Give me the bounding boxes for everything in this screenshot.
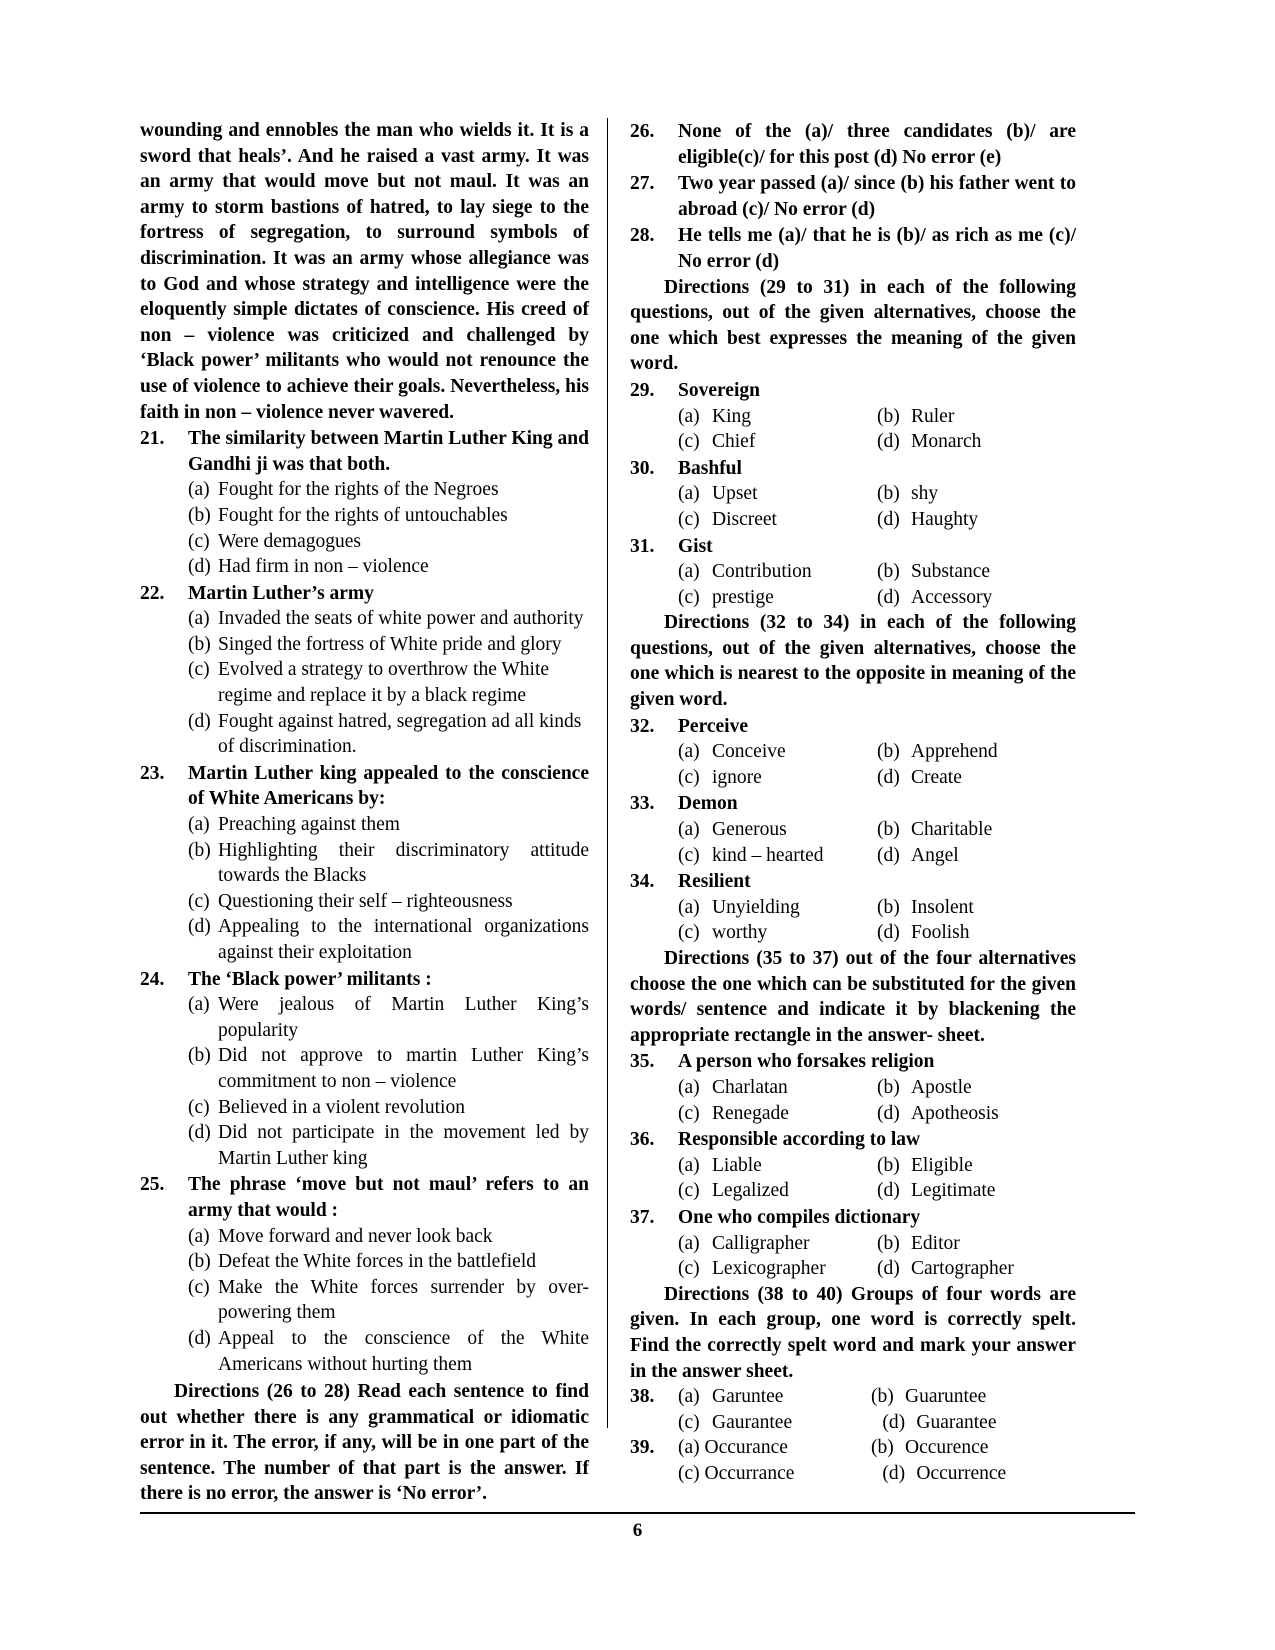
question-text: Sovereign	[678, 379, 760, 401]
option-text: Make the White forces surrender by over-powering them	[218, 1276, 589, 1324]
question-number: 33.	[630, 793, 655, 815]
option-text: Apotheosis	[911, 1102, 999, 1124]
option-c[interactable]	[678, 843, 877, 869]
option-b[interactable]	[877, 739, 1076, 765]
question-number: 28.	[630, 225, 655, 247]
option-text: Conceive	[712, 741, 786, 763]
question-23	[140, 761, 589, 812]
option-b[interactable]	[877, 817, 1076, 843]
option-label: (b)	[188, 1045, 211, 1067]
option-d[interactable]	[877, 585, 1076, 611]
question-number: 37.	[630, 1206, 655, 1228]
option-text: Guarantee	[916, 1411, 997, 1433]
option-c[interactable]	[678, 1178, 877, 1204]
option-d[interactable]	[877, 429, 1076, 455]
option-label: (d)	[877, 844, 900, 866]
option-d[interactable]	[877, 843, 1076, 869]
option-c[interactable]	[188, 1095, 589, 1121]
option-label: (c)	[678, 766, 700, 788]
option-text: Appealing to the international organizations against their exploitation	[218, 916, 589, 963]
option-text: Ruler	[911, 405, 955, 427]
option-a[interactable]	[678, 1435, 871, 1461]
option-d[interactable]	[188, 1120, 589, 1171]
question-text: Perceive	[678, 715, 749, 737]
option-label: (a)	[188, 608, 210, 630]
option-label: (b)	[188, 1251, 211, 1273]
option-label: (b)	[877, 1232, 900, 1254]
option-text: Appeal to the conscience of the White Americans without hurting them	[218, 1327, 589, 1375]
option-text: Contribution	[712, 561, 812, 583]
option-label: (d)	[877, 508, 900, 530]
option-text: Apprehend	[911, 741, 998, 763]
option-row	[678, 429, 1076, 455]
option-b[interactable]	[877, 481, 1076, 507]
option-text: Accessory	[911, 586, 993, 608]
option-text: kind – hearted	[712, 844, 824, 866]
option-c[interactable]	[678, 429, 877, 455]
option-text	[678, 1435, 871, 1461]
option-c[interactable]	[678, 765, 877, 791]
question-34	[630, 869, 1076, 895]
option-label: (d)	[877, 1180, 900, 1202]
option-label: (a)	[678, 405, 700, 427]
option-text: Haughty	[911, 508, 979, 530]
question-text: The ‘Black power’ militants :	[188, 968, 432, 990]
option-text: King	[712, 405, 751, 427]
option-text: worthy	[712, 922, 768, 944]
question-text: Martin Luther’s army	[188, 582, 374, 604]
question-number: 31.	[630, 535, 655, 557]
option-label: (b)	[871, 1437, 894, 1459]
directions-26-28: Directions (26 to 28) Read each sentence to find out whether there is any grammatical or idiomatic error in it. The error, if any, will be in one part of the sentence. The number of that part is the answer. If there is no error, the answer is ‘No error’.	[140, 1381, 589, 1505]
option-label: (d)	[188, 710, 211, 732]
option-row	[678, 1256, 1076, 1282]
question-text: Martin Luther king appealed to the conscience of White Americans by:	[188, 762, 589, 810]
option-text: Substance	[911, 561, 991, 583]
option-label: (b)	[188, 633, 211, 655]
option-d[interactable]	[188, 1326, 589, 1377]
question-number: 24.	[140, 968, 165, 990]
option-a[interactable]	[678, 1231, 877, 1257]
option-label: (a)	[678, 561, 700, 583]
directions-38-40: Directions (38 to 40) Groups of four words are given. In each group, one word is correctly spelt. Find the correctly spelt word and mark your answer in the answer sheet.	[630, 1283, 1076, 1382]
option-label: (d)	[188, 1122, 211, 1144]
option-d[interactable]	[877, 1101, 1076, 1127]
option-c[interactable]	[188, 1275, 589, 1326]
option-text: Create	[911, 766, 962, 788]
option-b[interactable]	[877, 404, 1076, 430]
option-c[interactable]	[188, 529, 589, 555]
option-a[interactable]	[188, 1224, 589, 1250]
option-text: Angel	[911, 844, 959, 866]
option-text: Renegade	[712, 1102, 789, 1124]
question-22	[140, 581, 589, 607]
option-text: Fought against hatred, segregation ad all kinds of discrimination.	[218, 710, 582, 758]
option-text: Garuntee	[712, 1386, 784, 1408]
option-a[interactable]	[188, 992, 589, 1043]
right-column	[608, 118, 1076, 1484]
option-text: Calligrapher	[712, 1232, 810, 1254]
option-text: Legitimate	[911, 1180, 996, 1202]
option-a[interactable]	[188, 477, 589, 503]
option-label: (b)	[871, 1386, 894, 1408]
option-text	[678, 1461, 882, 1487]
question-number: 22.	[140, 582, 165, 604]
question-30	[630, 456, 1076, 482]
option-row	[678, 1153, 1076, 1179]
option-text: Defeat the White forces in the battlefield	[218, 1251, 536, 1273]
question-text: Responsible according to law	[678, 1129, 921, 1151]
question-number: 39.	[630, 1437, 655, 1459]
option-text: Did not approve to martin Luther King’s commitment to non – violence	[218, 1045, 589, 1092]
question-text: None of the (a)/ three candidates (b)/ are eligible(c)/ for this post (d) No error (e)	[678, 121, 1076, 168]
option-a[interactable]	[678, 1384, 871, 1410]
option-label: (d)	[877, 1102, 900, 1124]
passage-text: wounding and ennobles the man who wields it. It is a sword that heals’. And he raised a vast army. It was an army that would move but not maul. It was an army to storm bastions of hatred, to lay siege to the fortress of segregation, to surround symbols of discrimination. It was an army whose allegiance was to God and whose strategy and intelligence were the eloquently simple dictates of conscience. His creed of non – violence was criticized and challenged by ‘Black power’ militants who would not renounce the use of violence to achieve their goals. Nevertheless, his faith in non – violence never wavered.	[140, 120, 589, 423]
question-33	[630, 791, 1076, 817]
option-label: (c)	[678, 508, 700, 530]
option-b[interactable]	[877, 1231, 1076, 1257]
question-36	[630, 1127, 1076, 1153]
option-label: (d)	[877, 922, 900, 944]
option-label: (d)	[877, 766, 900, 788]
option-text: Editor	[911, 1232, 960, 1254]
option-d[interactable]	[877, 507, 1076, 533]
option-label: (c)	[678, 922, 700, 944]
option-label: (a)	[678, 1232, 700, 1254]
question-32	[630, 714, 1076, 740]
question-text: The similarity between Martin Luther King and Gandhi ji was that both.	[188, 428, 589, 475]
option-text: Evolved a strategy to overthrow the White regime and replace it by a black regime	[218, 659, 550, 707]
option-text: Foolish	[911, 922, 970, 944]
question-text: The phrase ‘move but not maul’ refers to an army that would :	[188, 1174, 589, 1221]
option-label: (c)	[678, 1258, 700, 1280]
option-label: (a)	[678, 1386, 700, 1408]
option-row	[678, 507, 1076, 533]
option-c[interactable]	[678, 920, 877, 946]
option-c[interactable]	[678, 1101, 877, 1127]
option-label: (c)	[678, 431, 700, 453]
option-a[interactable]	[188, 812, 589, 838]
question-number: 23.	[140, 762, 165, 784]
option-label: (c)	[678, 1462, 700, 1484]
option-c[interactable]	[188, 889, 589, 915]
option-text: Move forward and never look back	[218, 1225, 493, 1247]
option-text: Gaurantee	[712, 1411, 793, 1433]
option-row	[678, 559, 1076, 585]
option-label: (c)	[678, 844, 700, 866]
option-a[interactable]	[678, 404, 877, 430]
option-label: (c)	[188, 1096, 210, 1118]
option-c[interactable]	[678, 585, 877, 611]
option-b[interactable]	[877, 1153, 1076, 1179]
option-label: (a)	[678, 483, 700, 505]
option-text: Upset	[712, 483, 758, 505]
question-number: 36.	[630, 1129, 655, 1151]
option-label: (b)	[188, 839, 211, 861]
option-label: (a)	[678, 741, 700, 763]
option-text: Apostle	[911, 1076, 972, 1098]
question-24	[140, 967, 589, 993]
option-label: (b)	[877, 483, 900, 505]
option-row	[678, 817, 1076, 843]
option-label: (c)	[188, 890, 210, 912]
question-39	[630, 1435, 1076, 1461]
option-b[interactable]	[188, 632, 589, 658]
question-number: 30.	[630, 457, 655, 479]
option-d[interactable]	[882, 1410, 1076, 1436]
question-text: Gist	[678, 535, 713, 557]
option-a[interactable]	[678, 1153, 877, 1179]
question-text: A person who forsakes religion	[678, 1051, 935, 1073]
option-text: Were demagogues	[218, 530, 361, 552]
option-b[interactable]	[188, 503, 589, 529]
option-b[interactable]	[877, 895, 1076, 921]
option-label: (b)	[877, 896, 900, 918]
option-d[interactable]	[188, 914, 589, 965]
option-label: (c)	[678, 1411, 700, 1433]
option-a[interactable]	[678, 895, 877, 921]
option-b[interactable]	[877, 1075, 1076, 1101]
option-row	[678, 1410, 1076, 1436]
option-a[interactable]	[678, 817, 877, 843]
page-footer	[140, 1512, 1135, 1542]
option-b[interactable]	[871, 1435, 1076, 1461]
option-label: (a)	[678, 1437, 700, 1459]
option-text: Preaching against them	[218, 814, 400, 836]
option-c[interactable]	[188, 657, 589, 708]
question-number: 38.	[630, 1386, 655, 1408]
option-label: (a)	[188, 1225, 210, 1247]
option-text: Charlatan	[712, 1076, 788, 1098]
option-row	[678, 895, 1076, 921]
option-b[interactable]	[871, 1384, 1076, 1410]
question-38	[630, 1384, 1076, 1410]
option-row	[678, 1101, 1076, 1127]
option-label: (d)	[882, 1411, 906, 1433]
option-label: (d)	[877, 1258, 900, 1280]
question-number: 32.	[630, 715, 655, 737]
left-column	[140, 118, 608, 1505]
option-word: Occurance	[704, 1437, 788, 1459]
option-text: Questioning their self – righteousness	[218, 890, 513, 912]
option-label: (d)	[188, 1327, 211, 1349]
option-text: Guaruntee	[905, 1386, 987, 1408]
option-d[interactable]	[877, 1256, 1076, 1282]
option-text: Generous	[712, 819, 787, 841]
option-row	[678, 920, 1076, 946]
option-text: Highlighting their discriminatory attitude towards the Blacks	[218, 839, 589, 887]
question-26	[630, 119, 1076, 170]
option-text: Discreet	[712, 508, 777, 530]
option-a[interactable]	[678, 1075, 877, 1101]
option-label: (a)	[188, 994, 210, 1016]
option-text: Lexicographer	[712, 1258, 826, 1280]
option-label: (b)	[877, 1154, 900, 1176]
option-row	[678, 739, 1076, 765]
option-label: (a)	[678, 896, 700, 918]
directions-29-31: Directions (29 to 31) in each of the following questions, out of the given alternatives, choose the one which best expresses the meaning of the given word.	[630, 276, 1076, 375]
option-label: (b)	[188, 504, 211, 526]
option-a[interactable]	[678, 481, 877, 507]
option-text: Had firm in non – violence	[218, 556, 429, 578]
question-27	[630, 171, 1076, 222]
option-label: (c)	[188, 1276, 210, 1298]
option-label: (b)	[877, 561, 900, 583]
option-text: Legalized	[712, 1180, 789, 1202]
option-text: Occurrence	[916, 1462, 1007, 1484]
option-label: (d)	[188, 916, 211, 938]
option-c[interactable]	[678, 507, 877, 533]
question-number: 27.	[630, 173, 655, 195]
option-text: Monarch	[911, 431, 982, 453]
question-text: Resilient	[678, 871, 751, 893]
question-number: 21.	[140, 428, 165, 450]
question-31	[630, 534, 1076, 560]
option-label: (b)	[877, 819, 900, 841]
question-text: Two year passed (a)/ since (b) his father went to abroad (c)/ No error (d)	[678, 173, 1076, 220]
directions-35-37: Directions (35 to 37) out of the four alternatives choose the one which can be substituted for the given words/ sentence and indicate it by blackening the appropriate rectangle in the answer- sheet.	[630, 948, 1076, 1046]
option-label: (b)	[877, 1076, 900, 1098]
option-label: (c)	[678, 586, 700, 608]
option-text: Singed the fortress of White pride and glory	[218, 633, 562, 655]
option-text: shy	[911, 483, 939, 505]
option-row	[678, 1231, 1076, 1257]
option-b[interactable]	[188, 1249, 589, 1275]
question-text: One who compiles dictionary	[678, 1206, 921, 1228]
option-b[interactable]	[188, 1043, 589, 1094]
question-29	[630, 378, 1076, 404]
option-row	[678, 765, 1076, 791]
option-a[interactable]	[188, 606, 589, 632]
option-text: Fought for the rights of untouchables	[218, 504, 508, 526]
option-text: Unyielding	[712, 896, 800, 918]
option-label: (c)	[678, 1102, 700, 1124]
option-label: (d)	[877, 431, 900, 453]
option-row	[678, 481, 1076, 507]
option-label: (b)	[877, 741, 900, 763]
question-text: He tells me (a)/ that he is (b)/ as rich as me (c)/ No error (d)	[678, 225, 1076, 272]
option-text: Eligible	[911, 1154, 973, 1176]
option-d[interactable]	[188, 554, 589, 580]
option-row	[678, 843, 1076, 869]
option-label: (a)	[678, 819, 700, 841]
option-label: (a)	[678, 1076, 700, 1098]
option-b[interactable]	[877, 559, 1076, 585]
option-text: ignore	[712, 766, 762, 788]
page-number: 6	[632, 1520, 643, 1541]
question-number: 35.	[630, 1051, 655, 1073]
option-label: (c)	[678, 1180, 700, 1202]
option-text: Cartographer	[911, 1258, 1014, 1280]
option-c[interactable]	[678, 1256, 877, 1282]
option-word: Occurrance	[704, 1462, 795, 1484]
question-text: Bashful	[678, 457, 742, 479]
option-label: (c)	[188, 659, 210, 681]
option-d[interactable]	[877, 765, 1076, 791]
option-row	[678, 1075, 1076, 1101]
option-text: Invaded the seats of white power and authority	[218, 608, 584, 630]
option-text: prestige	[712, 586, 774, 608]
option-label: (a)	[188, 814, 210, 836]
option-c[interactable]	[678, 1461, 882, 1487]
question-28	[630, 223, 1076, 274]
option-text: Occurence	[905, 1437, 989, 1459]
option-d[interactable]	[882, 1461, 1076, 1487]
option-row	[678, 404, 1076, 430]
option-text: Fought for the rights of the Negroes	[218, 479, 499, 501]
question-number: 25.	[140, 1174, 165, 1196]
question-number: 29.	[630, 379, 655, 401]
question-37	[630, 1205, 1076, 1231]
option-text: Charitable	[911, 819, 993, 841]
option-row	[678, 585, 1076, 611]
option-b[interactable]	[188, 838, 589, 889]
option-label: (c)	[188, 530, 210, 552]
option-label: (d)	[877, 586, 900, 608]
option-c[interactable]	[678, 1410, 882, 1436]
option-a[interactable]	[678, 739, 877, 765]
question-number: 26.	[630, 121, 655, 142]
option-row	[678, 1461, 1076, 1487]
question-35	[630, 1049, 1076, 1075]
option-label: (d)	[882, 1462, 906, 1484]
option-label: (b)	[877, 405, 900, 427]
question-25	[140, 1172, 589, 1223]
option-d[interactable]	[877, 1178, 1076, 1204]
option-text: Did not participate in the movement led by Martin Luther king	[218, 1122, 589, 1169]
question-text: Demon	[678, 793, 738, 815]
option-text: Believed in a violent revolution	[218, 1096, 465, 1118]
question-21	[140, 426, 589, 477]
option-d[interactable]	[188, 709, 589, 760]
option-label: (a)	[188, 479, 210, 501]
option-text: Were jealous of Martin Luther King’s popularity	[218, 994, 589, 1041]
option-text: Insolent	[911, 896, 974, 918]
question-number: 34.	[630, 871, 655, 893]
option-label: (d)	[188, 556, 211, 578]
two-column-layout	[140, 118, 1135, 1505]
option-d[interactable]	[877, 920, 1076, 946]
directions-32-34: Directions (32 to 34) in each of the following questions, out of the given alternatives, choose the one which is nearest to the opposite in meaning of the given word.	[630, 612, 1076, 711]
option-text: Liable	[712, 1154, 762, 1176]
option-label: (a)	[678, 1154, 700, 1176]
option-a[interactable]	[678, 559, 877, 585]
option-row	[678, 1178, 1076, 1204]
option-text: Chief	[712, 431, 756, 453]
